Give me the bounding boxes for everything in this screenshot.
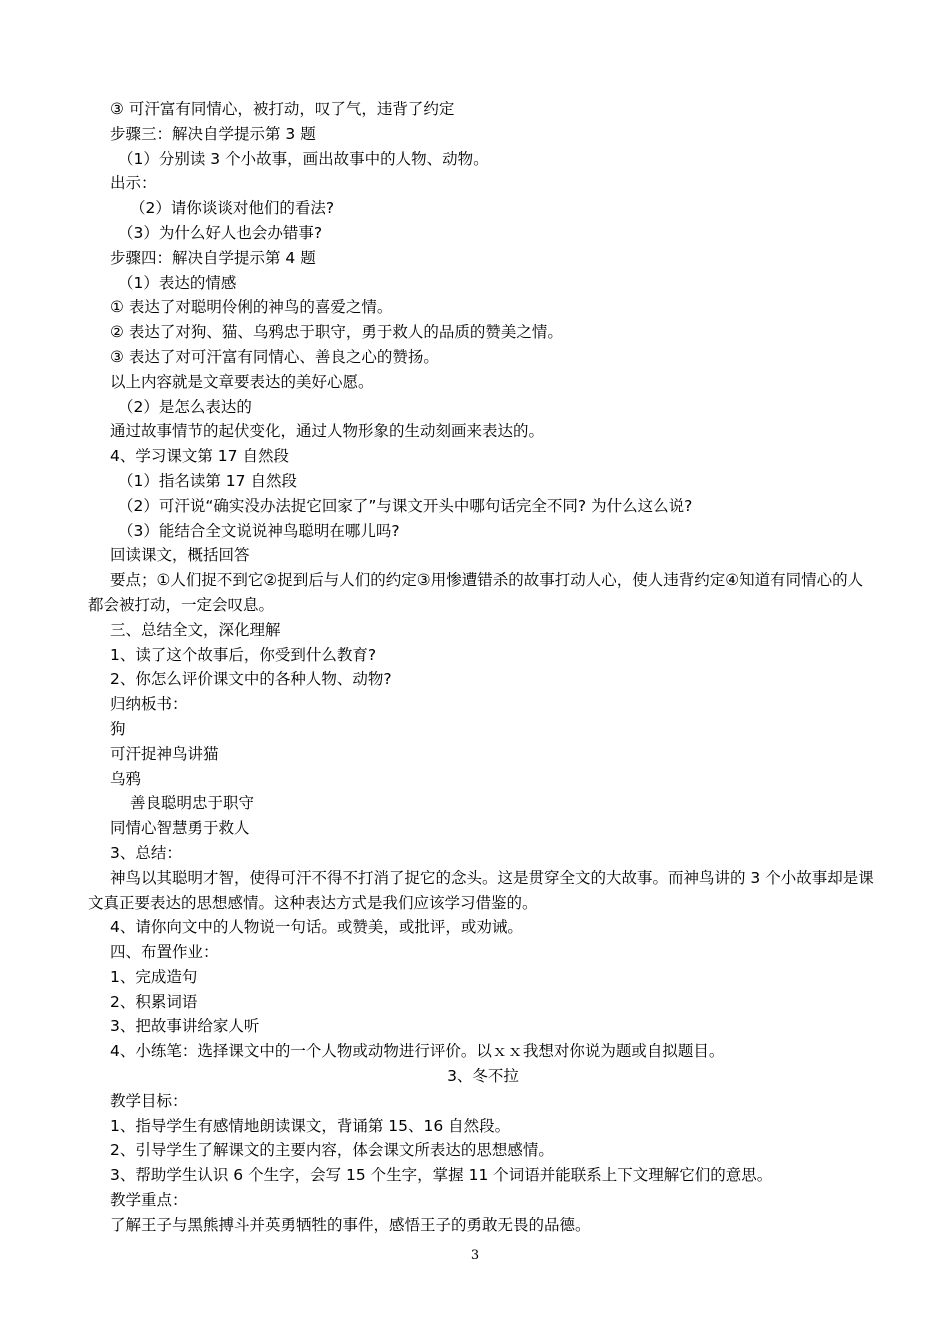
- text-line: 教学目标：: [110, 1091, 188, 1110]
- paragraph: 要点；①人们捉不到它②捉到后与人们的约定③用惨遭错杀的故事打动人心，使人违背约定④知道有同情心的人都会被打动，一定会叹息。: [88, 571, 864, 614]
- text-line: ③ 表达了对可汗富有同情心、善良之心的赞扬。: [110, 347, 439, 366]
- step-heading: 步骤三：解决自学提示第 3 题: [110, 124, 316, 143]
- text-line: 通过故事情节的起伏变化，通过人物形象的生动刻画来表达的。: [110, 422, 545, 441]
- text-line: （2）是怎么表达的: [118, 397, 252, 416]
- text-line: （1）表达的情感: [118, 273, 237, 292]
- board-line: 狗: [110, 719, 126, 738]
- board-line: 善良聪明忠于职守: [130, 794, 255, 813]
- text-line: 3、把故事讲给家人听: [110, 1017, 260, 1036]
- text-line: ① 表达了对聪明伶俐的神鸟的喜爱之情。: [110, 298, 393, 317]
- text-line: 出示：: [110, 174, 157, 193]
- text-line: 教学重点：: [110, 1191, 188, 1210]
- section-heading: 四、布置作业：: [110, 943, 219, 962]
- text-line: 3、帮助学生认识 6 个生字，会写 15 个生字，掌握 11 个词语并能联系上下文理解它们的意思。: [110, 1166, 773, 1185]
- text-line: 以上内容就是文章要表达的美好心愿。: [110, 372, 374, 391]
- text-line: 1、读了这个故事后，你受到什么教育?: [110, 645, 377, 664]
- board-line: 乌鸦: [110, 769, 142, 788]
- lesson-title: 3、冬不拉: [447, 1067, 519, 1086]
- text-line: 了解王子与黑熊搏斗并英勇牺牲的事件，感悟王子的勇敢无畏的品德。: [110, 1215, 591, 1234]
- document-body: [88, 97, 878, 1238]
- text-line: （1）分别读 3 个小故事，画出故事中的人物、动物。: [118, 149, 489, 168]
- text-line: （2）请你谈谈对他们的看法?: [130, 199, 335, 218]
- text-line: 回读课文，概括回答: [110, 546, 250, 565]
- text-line: 1、完成造句: [110, 967, 198, 986]
- text-line: 4、小练笔：选择课文中的一个人物或动物进行评价。以ｘｘ我想对你说为题或自拟题目。: [110, 1042, 725, 1061]
- text-line: （3）为什么好人也会办错事?: [118, 223, 323, 242]
- text-line: （2）可汗说“确实没办法捉它回家了”与课文开头中哪句话完全不同? 为什么这么说?: [118, 496, 693, 515]
- text-line: 3、总结：: [110, 843, 182, 862]
- text-line: 归纳板书：: [110, 695, 188, 714]
- paragraph: 神鸟以其聪明才智，使得可汗不得不打消了捉它的念头。这是贯穿全文的大故事。而神鸟讲的 3 个小故事却是课文真正要表达的思想感情。这种表达方式是我们应该学习借鉴的。: [88, 868, 874, 912]
- text-line: （1）指名读第 17 自然段: [118, 471, 297, 490]
- text-line: ③ 可汗富有同情心，被打动，叹了气，违背了约定: [110, 100, 455, 118]
- text-line: （3）能结合全文说说神鸟聪明在哪儿吗?: [118, 521, 400, 540]
- section-heading: 三、总结全文，深化理解: [110, 620, 281, 639]
- section-heading: 4、学习课文第 17 自然段: [110, 447, 289, 466]
- text-line: 4、请你向文中的人物说一句话。或赞美，或批评，或劝诫。: [110, 918, 523, 937]
- text-line: 2、引导学生了解课文的主要内容，体会课文所表达的思想感情。: [110, 1141, 554, 1160]
- board-line: 可汗捉神鸟讲猫: [110, 744, 219, 763]
- text-line: 1、指导学生有感情地朗读课文，背诵第 15、16 自然段。: [110, 1116, 511, 1135]
- text-line: 2、你怎么评价课文中的各种人物、动物?: [110, 670, 392, 689]
- board-line: 同情心智慧勇于救人: [110, 819, 250, 838]
- text-line: 2、积累词语: [110, 992, 198, 1011]
- page-number: 3: [470, 1248, 480, 1263]
- step-heading: 步骤四：解决自学提示第 4 题: [110, 248, 316, 267]
- text-line: ② 表达了对狗、猫、乌鸦忠于职守，勇于救人的品质的赞美之情。: [110, 323, 563, 342]
